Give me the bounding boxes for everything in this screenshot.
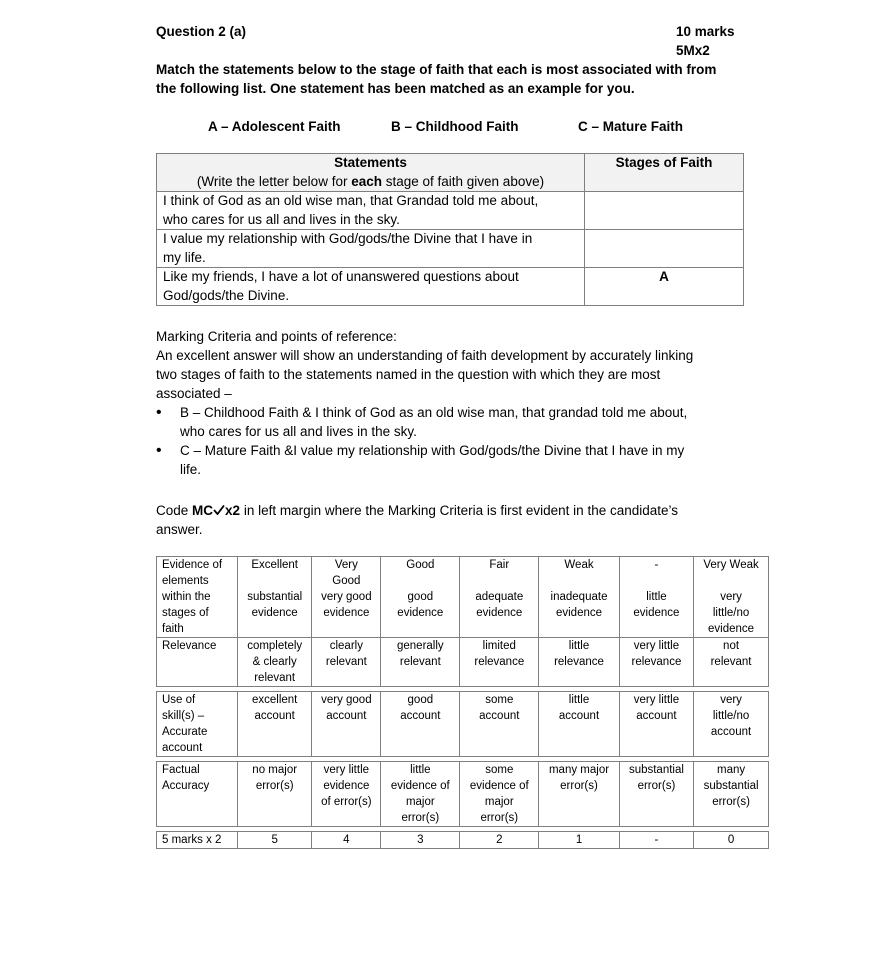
marking-bullets [156,403,736,479]
criteria-row: Relevance completely & clearly relevant clearly relevant generally relevant limited relevance little relevance very little relevance not relevant [157,638,769,687]
stage-answer-cell[interactable] [585,230,744,268]
grade-very-weak: Very Weak [694,557,769,590]
tick-icon [213,505,225,515]
criteria-row: Factual Accuracy no major error(s) very little evidence of error(s) little evidence of major error(s) some evidence of major error(s) many major error(s) substantial error(s) many substantial error(s) [157,762,769,827]
criteria-table [156,556,769,849]
marking-bullet: • C – Mature Faith &I value my relationship with God/gods/the Divine that I have in my life. [156,441,736,479]
statements-header-row [157,154,744,192]
statement-row [157,230,744,268]
mark-value: 2 [460,832,539,849]
grade-excellent: Excellent [238,557,312,590]
stage-answer-cell[interactable] [585,192,744,230]
instructions: Match the statements below to the stage of faith that each is most associated with from the following list. One statement has been matched as an example for you. [156,62,717,96]
mark-value: 5 [238,832,312,849]
option-b: B – Childhood Faith [391,119,519,134]
marks-label: 5 marks x 2 [157,832,238,849]
criteria-row: Evidence of elements within the stages of faith Excellent Very Good Good Fair Weak - Very Weak [157,557,769,590]
grade-fair: Fair [460,557,539,590]
statement-row [157,192,744,230]
code-instruction: Code MC x2 in left margin where the Marking Criteria is first evident in the candidate’s answer. [156,503,679,537]
marks-split: 5Mx2 [676,43,710,58]
grade-good: Good [381,557,460,590]
grade-dash: - [619,557,693,590]
statement-text: Like my friends, I have a lot of unanswered questions about God/gods/the Divine. [157,268,585,306]
grade-very-good: Very Good [312,557,381,590]
statements-table [156,153,744,306]
statement-row [157,268,744,306]
statements-header: Statements (Write the letter below for each stage of faith given above) [157,154,585,192]
mark-value: 3 [381,832,460,849]
marks-row [157,832,769,849]
mark-value: 4 [312,832,381,849]
option-a: A – Adolescent Faith [208,119,341,134]
criteria-row: Use of skill(s) – Accurate account excellent account very good account good account some account little account very little account very little/no account [157,692,769,757]
statement-text: I value my relationship with God/gods/the Divine that I have in my life. [157,230,585,268]
grade-weak: Weak [539,557,619,590]
total-marks: 10 marks [676,24,735,39]
question-number: Question 2 (a) [156,24,247,39]
stage-answer-example: A [585,268,744,306]
option-c: C – Mature Faith [578,119,684,134]
mark-value: 0 [694,832,769,849]
mark-value: - [619,832,693,849]
marking-heading: Marking Criteria and points of reference: [156,329,397,344]
criteria-row: substantial evidence very good evidence good evidence adequate evidence inadequate evidence little evidence very little/no evidence [157,589,769,638]
mark-value: 1 [539,832,619,849]
marking-bullet: • B – Childhood Faith & I think of God as an old wise man, that grandad told me about, who cares for us all and lives in the sky. [156,403,736,441]
marking-criteria: Marking Criteria and points of reference: An excellent answer will show an understanding of faith development by accurately linking two stages of faith to the statements named in the question with which they are most associated – [156,327,746,403]
stages-header: Stages of Faith [585,154,744,192]
statement-text: I think of God as an old wise man, that Grandad told me about, who cares for us all and lives in the sky. [157,192,585,230]
